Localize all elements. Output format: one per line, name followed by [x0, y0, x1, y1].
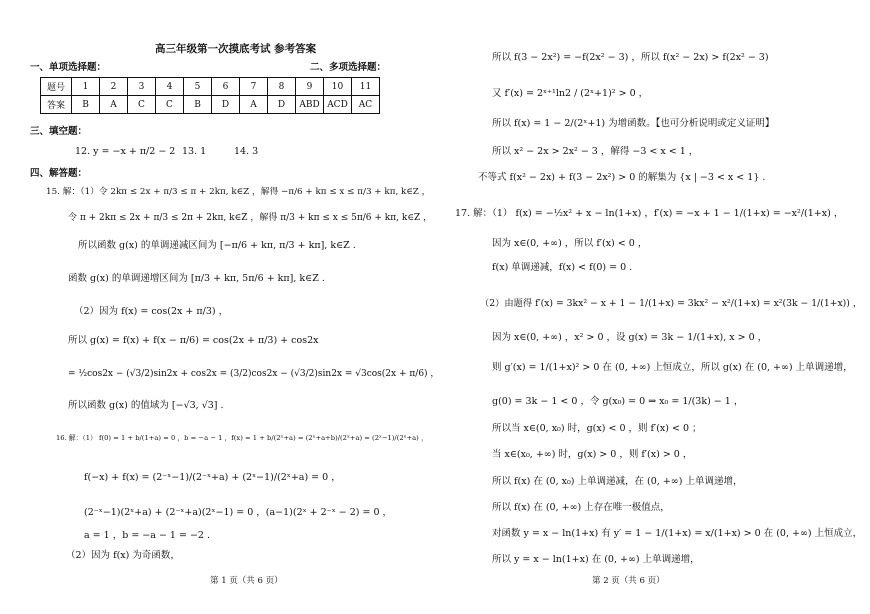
table-cell: 1: [72, 78, 100, 96]
solution-line: f(−x) + f(x) = (2⁻ˣ−1)/(2⁻ˣ+a) + (2ˣ−1)/(2ˣ+a) = 0 ，: [84, 472, 341, 483]
table-cell: B: [72, 96, 100, 114]
solution-line: 因为 x∈(0, +∞) ，x² > 0 ，设 g(x) = 3k − 1/(1+x), x > 0 ，: [492, 332, 768, 343]
fill-answer-14: 14. 3: [234, 146, 259, 157]
solution-line: 则 g′(x) = 1/(1+x)² > 0 在 (0, +∞) 上恒成立，所以 g(x) 在 (0, +∞) 上单调递增，: [492, 362, 853, 373]
table-cell: D: [212, 96, 240, 114]
table-cell: 2: [100, 78, 128, 96]
solution-line: 所以函数 g(x) 的单调递减区间为 [−π/6 + kπ, π/3 + kπ], k∈Z .: [78, 240, 356, 251]
table-cell: 7: [240, 78, 268, 96]
solution-line: 所以 f(x) = 1 − 2/(2ˣ+1) 为增函数。【也可分析说明或定义证明】: [492, 118, 775, 129]
solution-line: 所以 f(3 − 2x²) = −f(2x² − 3) ，所以 f(x² − 2x) > f(2x² − 3): [492, 52, 769, 63]
solution-line: 所以 f(x) 在 (0, +∞) 上存在唯一极值点，: [492, 502, 670, 513]
solution-line: （2）因为 f(x) = cos(2x + π/3) ，: [74, 306, 229, 317]
table-cell: A: [240, 96, 268, 114]
solution-line: f(x) 单调递减，f(x) < f(0) = 0 .: [492, 262, 633, 273]
table-row-label: 答案: [41, 96, 72, 114]
solution-line: 17. 解：（1） f(x) = −½x² + x − ln(1+x) ，f′(x) = −x + 1 − 1/(1+x) = −x²/(1+x) ，: [455, 208, 844, 219]
table-row-label: 题号: [41, 78, 72, 96]
section-answers: 四、解答题：: [30, 168, 88, 179]
solution-line: = ½cos2x − (√3/2)sin2x + cos2x = (3/2)cos2x − (√3/2)sin2x = √3cos(2x + π/6) ，: [68, 369, 440, 379]
section-single-choice: 一、单项选择题：: [30, 62, 107, 73]
fill-answer-12: 12. y = −x + π/2 − 2: [75, 146, 176, 157]
table-cell: 10: [324, 78, 352, 96]
table-cell: 8: [268, 78, 296, 96]
fill-answer-13: 13. 1: [182, 146, 207, 157]
solution-line: （2）由题得 f′(x) = 3kx² − x + 1 − 1/(1+x) = 3kx² − x²/(1+x) = x²(3k − 1/(1+x)) ，: [480, 298, 863, 309]
page-title: 高三年级第一次摸底考试 参考答案: [155, 43, 317, 55]
table-cell: C: [156, 96, 184, 114]
solution-line: 所以 f(x) 在 (0, x₀) 上单调递减，在 (0, +∞) 上单调递增，: [492, 476, 743, 487]
solution-line: 所以函数 g(x) 的值域为 [−√3, √3] .: [68, 400, 224, 411]
solution-line: 所以 x² − 2x > 2x² − 3 ，解得 −3 < x < 1 ，: [492, 146, 699, 157]
table-cell: 11: [352, 78, 380, 96]
section-fill-blank: 三、填空题：: [30, 126, 88, 137]
table-cell: B: [184, 96, 212, 114]
table-cell: 6: [212, 78, 240, 96]
table-cell: 5: [184, 78, 212, 96]
solution-line: 所以 g(x) = f(x) + f(x − π/6) = cos(2x + π/3) + cos2x: [68, 335, 319, 346]
solution-line: 当 x∈(x₀, +∞) 时，g(x) > 0 ，则 f′(x) > 0 ，: [492, 449, 693, 460]
solution-line: 令 π + 2kπ ≤ 2x + π/3 ≤ 2π + 2kπ, k∈Z ，解得 π/3 + kπ ≤ x ≤ 5π/6 + kπ, k∈Z ，: [68, 213, 433, 223]
solution-line: （2）因为 f(x) 为奇函数，: [66, 550, 180, 561]
table-cell: AC: [352, 96, 380, 114]
table-cell: ACD: [324, 96, 352, 114]
table-cell: ABD: [296, 96, 324, 114]
table-cell: 4: [156, 78, 184, 96]
solution-line: 所以 y = x − ln(1+x) 在 (0, +∞) 上单调递增，: [492, 554, 700, 565]
answer-table-answer-row: [41, 96, 380, 114]
table-cell: A: [100, 96, 128, 114]
solution-line: a = 1 ，b = −a − 1 = −2 .: [84, 530, 211, 541]
solution-line: 又 f′(x) = 2ˣ⁺¹ln2 / (2ˣ+1)² > 0 ，: [492, 88, 649, 99]
solution-line: g(0) = 3k − 1 < 0 ，令 g(x₀) = 0 ⇒ x₀ = 1/(3k) − 1 ，: [492, 396, 744, 407]
page-footer-right: 第 2 页（共 6 页）: [592, 576, 665, 586]
solution-line: 15. 解：（1）令 2kπ ≤ 2x + π/3 ≤ π + 2kπ, k∈Z ，解得 −π/6 + kπ ≤ x ≤ π/3 + kπ, k∈Z ，: [46, 187, 431, 197]
section-multi-choice: 二、多项选择题：: [310, 62, 387, 73]
solution-line: 因为 x∈(0, +∞) ，所以 f′(x) < 0 ，: [492, 238, 648, 249]
table-cell: D: [268, 96, 296, 114]
solution-line: 所以当 x∈(0, x₀) 时，g(x) < 0 ，则 f′(x) < 0 ；: [492, 423, 702, 434]
solution-line: 不等式 f(x² − 2x) + f(3 − 2x²) > 0 的解集为 {x | −3 < x < 1} .: [478, 172, 766, 183]
solution-line: 函数 g(x) 的单调递增区间为 [π/3 + kπ, 5π/6 + kπ], k∈Z .: [68, 273, 325, 284]
solution-line: 对函数 y = x − ln(1+x) 有 y′ = 1 − 1/(1+x) = x/(1+x) > 0 在 (0, +∞) 上恒成立，: [492, 528, 863, 539]
answer-table-number-row: [41, 78, 380, 96]
solution-line: (2⁻ˣ−1)(2ˣ+a) + (2⁻ˣ+a)(2ˣ−1) = 0 ，(a−1)(2ˣ + 2⁻ˣ − 2) = 0 ，: [84, 507, 393, 518]
table-cell: 3: [128, 78, 156, 96]
table-cell: C: [128, 96, 156, 114]
solution-line: 16. 解：（1） f(0) = 1 + b/(1+a) = 0 ，b = −a − 1 ，f(x) = 1 + b/(2ˣ+a) = (2ˣ+a+b)/(2ˣ+a) = (2ˣ−1)/(2ˣ+a) ，: [56, 434, 428, 442]
table-cell: 9: [296, 78, 324, 96]
answer-table: [40, 77, 380, 114]
page-footer-left: 第 1 页（共 6 页）: [210, 576, 283, 586]
